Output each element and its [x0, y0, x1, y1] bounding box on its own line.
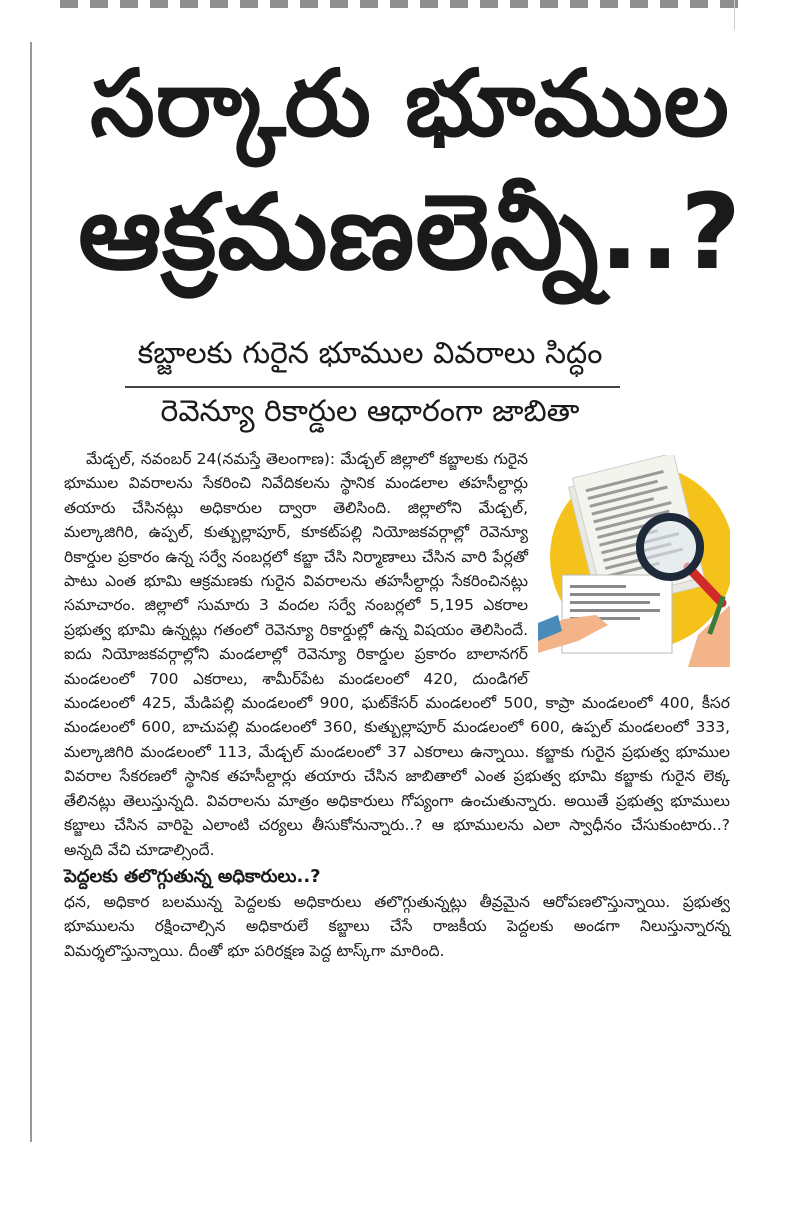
column-divider-top: [734, 0, 735, 30]
article-subhead: పెద్దలకు తలొగ్గుతున్న అధికారులు..?: [64, 865, 321, 887]
column-rule: [30, 42, 32, 1142]
article-body: [64, 447, 730, 963]
top-page-strip: [60, 0, 740, 8]
deck-divider: [125, 386, 620, 388]
deck-line-2: రెవెన్యూ రికార్డుల ఆధారంగా జాబితా: [160, 394, 580, 429]
headline-line-1: సర్కారు భూముల: [90, 50, 730, 157]
article-lead-paragraph: మేడ్చల్, నవంబర్ 24(నమస్తే తెలంగాణ): మేడ్చల్ జిల్లాలో కబ్జాలకు గురైన భూముల వివరాలను సేకరించి నివేదికలను స్థానిక మండలాల తహసీల్దార్లు తయారు చేసినట్లు అధికారుల ద్వారా తెలిసింది. జిల్లాలోని మేడ్చల్, మల్కాజిగిరి, ఉప్పల్, కుత్బుల్లాపూర్, కూకట్‌పల్లి నియోజకవర్గాల్లో రెవెన్యూ రికార్డుల ప్రకారం ఉన్న సర్వే నంబర్లలో కబ్జా చేసి నిర్మాణాలు చేసిన వారి పేర్లతో పాటు ఎంత భూమి ఆక్రమణకు గురైన వివరాలను తహసీల్దార్లు సేకరించినట్లు సమాచారం. జిల్లాలో సుమారు 3 వందల సర్వే నంబర్లలో 5,195 ఎకరాల ప్రభుత్వ భూమి ఉన్నట్లు గతంలో రెవెన్యూ రికార్డుల్లో ఉన్న విషయం తెలిసిందే. ఐదు నియోజకవర్గాల్లోని మండలాల్లో రెవెన్యూ రికార్డుల ప్రకారం బాలానగర్ మండలంలో 700 ఎకరాలు, శామీర్‌పేట మండలంలో 420, దుండిగల్ మండలంలో 425, మేడిపల్లి మండలంలో 900, ఘట్‌కేసర్ మండలంలో 500, కాప్రా మండలంలో 400, కీసర మండలంలో 600, బాచుపల్లి మండలంలో 360, కుత్బుల్లాపూర్ మండలంలో 600, ఉప్పల్ మండలంలో 333, మల్కాజిగిరి మండలంలో 113, మేడ్చల్ మండలంలో 37 ఎకరాలు ఉన్నాయి. కబ్జాకు గురైన ప్రభుత్వ భూముల వివరాల సేకరణలో స్థానిక తహసీల్దార్లు తయారు చేసిన జాబితాలో ఎంత ప్రభుత్వ భూమి కబ్జాకు గురైన లెక్క తేలినట్లు తెలుస్తున్నది. వివరాలను మాత్రం అధికారులు గోప్యంగా ఉంచుతున్నారు. అయితే ప్రభుత్వ భూములు కబ్జాలు చేసిన వారిపై ఎలాంటి చర్యలు తీసుకోనున్నారు..? ఆ భూములను ఎలా స్వాధీనం చేసుకుంటారు..? అన్నది వేచి చూడాల్సిందే.: [64, 450, 730, 859]
documents-magnifier-illustration: [538, 455, 730, 667]
headline-line-2: ఆక్రమణలెన్నీ..?: [78, 171, 742, 293]
article-second-paragraph: ధన, అధికార బలమున్న పెద్దలకు అధికారులు తలొగ్గుతున్నట్లు తీవ్రమైన ఆరోపణలొస్తున్నాయి. ప్రభుత్వ భూములను రక్షించాల్సిన అధికారులే కబ్జాలు చేసే రాజకీయ పెద్దలకు అండగా నిలుస్తున్నారన్న విమర్శలొస్తున్నాయి. దీంతో భూ పరిరక్షణ పెద్ద టాస్క్‌గా మారింది.: [64, 892, 730, 960]
deck-line-1: కబ్జాలకు గురైన భూముల వివరాలు సిద్ధం: [137, 336, 603, 371]
